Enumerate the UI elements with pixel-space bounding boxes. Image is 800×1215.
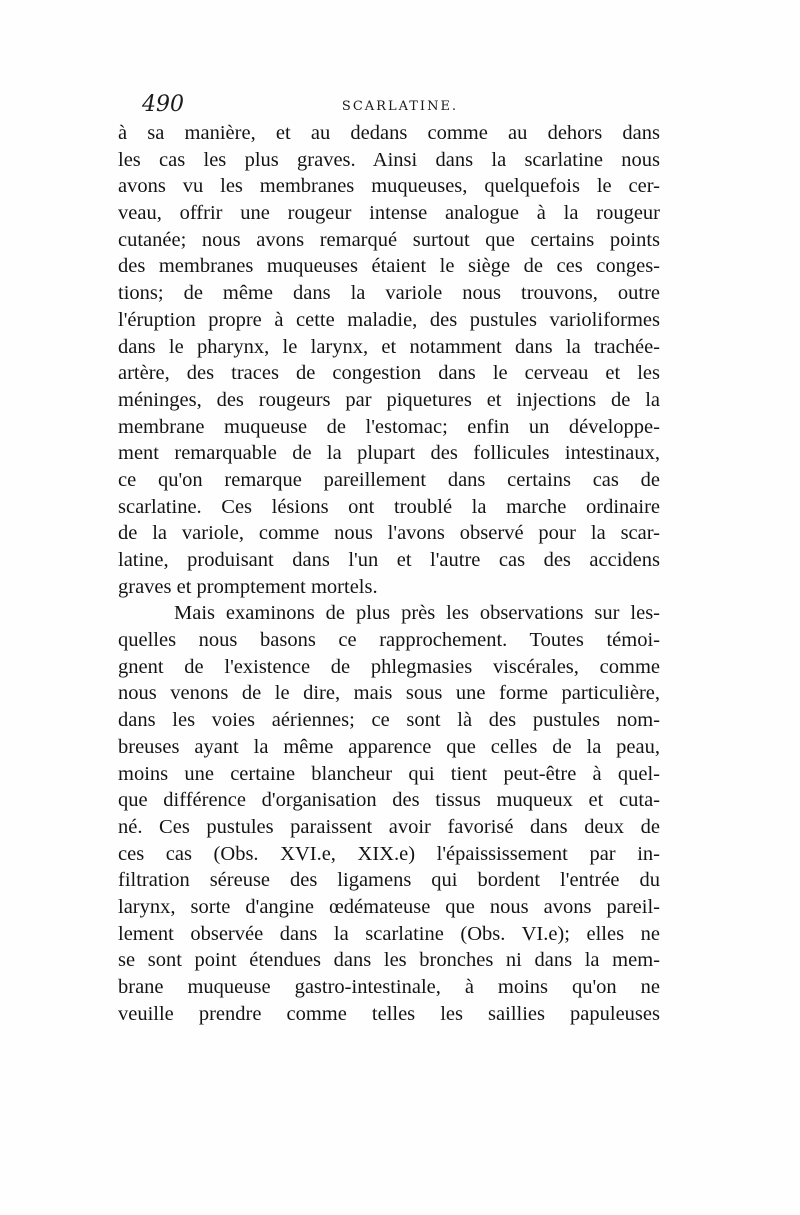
text-line: des membranes muqueuses étaient le siège de ces conges- [118, 255, 660, 278]
text-line: à sa manière, et au dedans comme au dehors dans [118, 122, 660, 144]
text-line: de la variole, comme nous l'avons observé pour la scar- [118, 522, 660, 545]
text-line: gnent de l'existence de phlegmasies viscérales, comme [118, 655, 660, 678]
body-text [118, 120, 660, 1027]
text-line: veau, offrir une rougeur intense analogue à la rougeur [118, 202, 660, 225]
paragraph-2 [118, 600, 660, 1027]
text-line: dans les voies aériennes; ce sont là des pustules nom- [118, 709, 660, 732]
text-line: graves et promptement mortels. [118, 575, 378, 598]
text-line: que différence d'organisation des tissus muqueux et cuta- [118, 789, 660, 812]
text-line: tions; de même dans la variole nous trouvons, outre [118, 282, 660, 305]
text-line: membrane muqueuse de l'estomac; enfin un développe- [118, 415, 660, 438]
page-header [142, 92, 658, 122]
page-number: 490 [142, 92, 184, 117]
text-line: ce qu'on remarque pareillement dans certains cas de [118, 468, 660, 491]
text-line: larynx, sorte d'angine œdémateuse que nous avons pareil- [118, 895, 660, 918]
text-line: ces cas (Obs. XVI.e, XIX.e) l'épaississement par in- [118, 842, 660, 865]
text-line: lement observée dans la scarlatine (Obs. VI.e); elles ne [118, 922, 660, 945]
text-line: méninges, des rougeurs par piquetures et injections de la [118, 388, 660, 411]
text-line: l'éruption propre à cette maladie, des pustules varioliformes [118, 308, 660, 331]
text-line: ment remarquable de la plupart des follicules intestinaux, [118, 442, 660, 465]
text-line: latine, produisant dans l'un et l'autre cas des accidens [118, 549, 660, 571]
text-line: cutanée; nous avons remarqué surtout que certains points [118, 228, 660, 251]
text-line: nous venons de le dire, mais sous une forme particulière, [118, 682, 660, 705]
text-line: brane muqueuse gastro-intestinale, à moins qu'on ne [118, 976, 660, 998]
text-line: filtration séreuse des ligamens qui bordent l'entrée du [118, 869, 660, 892]
text-line: breuses ayant la même apparence que celles de la peau, [118, 735, 660, 758]
text-line: dans le pharynx, le larynx, et notamment dans la trachée- [118, 335, 660, 358]
running-title: SCARLATINE. [341, 99, 459, 114]
text-line: scarlatine. Ces lésions ont troublé la marche ordinaire [118, 495, 660, 518]
text-line: veuille prendre comme telles les saillies papuleuses [118, 1002, 660, 1025]
text-line: Mais examinons de plus près les observations sur les- [174, 602, 660, 625]
text-line: quelles nous basons ce rapprochement. Toutes témoi- [118, 629, 660, 652]
text-line: avons vu les membranes muqueuses, quelquefois le cer- [118, 175, 660, 198]
text-line: artère, des traces de congestion dans le cerveau et les [118, 362, 660, 385]
text-line: se sont point étendues dans les bronches ni dans la mem- [118, 949, 660, 972]
paragraph-1 [118, 120, 660, 600]
text-line: né. Ces pustules paraissent avoir favorisé dans deux de [118, 815, 660, 838]
text-line: les cas les plus graves. Ainsi dans la scarlatine nous [118, 148, 660, 171]
text-line: moins une certaine blancheur qui tient peut-être à quel- [118, 762, 660, 785]
